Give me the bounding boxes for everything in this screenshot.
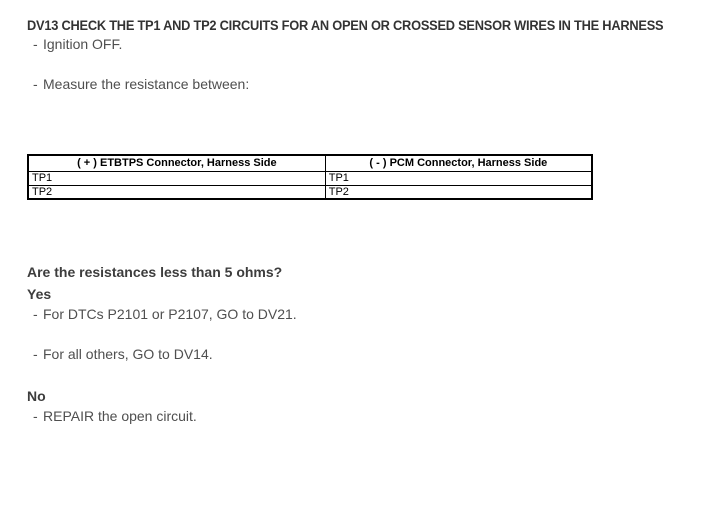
no-branch-actions-list bbox=[27, 406, 694, 426]
table-cell: TP1 bbox=[325, 171, 592, 185]
step-text: Ignition OFF. bbox=[43, 36, 123, 52]
table-cell: TP1 bbox=[28, 171, 325, 185]
procedure-steps-list bbox=[27, 34, 694, 94]
list-item bbox=[27, 74, 694, 94]
action-text: REPAIR the open circuit. bbox=[43, 408, 197, 424]
table-row bbox=[28, 171, 592, 185]
list-item bbox=[27, 406, 694, 426]
yes-branch-actions-list bbox=[27, 304, 694, 364]
bullet-dash: - bbox=[33, 408, 38, 424]
measurement-points-table bbox=[27, 154, 593, 200]
decision-question: Are the resistances less than 5 ohms? bbox=[27, 264, 283, 280]
list-item bbox=[27, 344, 694, 364]
table-cell: TP2 bbox=[325, 185, 592, 199]
step-text: Measure the resistance between: bbox=[43, 76, 250, 92]
bullet-dash: - bbox=[33, 306, 38, 322]
table-row bbox=[28, 185, 592, 199]
table-header-row bbox=[28, 155, 592, 171]
list-item bbox=[27, 304, 694, 324]
bullet-dash: - bbox=[33, 346, 38, 362]
table-header-positive: ( + ) ETBTPS Connector, Harness Side bbox=[28, 155, 325, 171]
action-text: For DTCs P2101 or P2107, GO to DV21. bbox=[43, 306, 297, 322]
bullet-dash: - bbox=[33, 36, 38, 52]
table-cell: TP2 bbox=[28, 185, 325, 199]
bullet-dash: - bbox=[33, 76, 38, 92]
page-title: DV13 CHECK THE TP1 AND TP2 CIRCUITS FOR AN OPEN OR CROSSED SENSOR WIRES IN THE HARNESS bbox=[27, 18, 664, 33]
table-header-negative: ( - ) PCM Connector, Harness Side bbox=[325, 155, 592, 171]
list-item bbox=[27, 34, 694, 54]
no-branch-label: No bbox=[27, 388, 46, 404]
yes-branch-label: Yes bbox=[27, 286, 52, 302]
action-text: For all others, GO to DV14. bbox=[43, 346, 213, 362]
